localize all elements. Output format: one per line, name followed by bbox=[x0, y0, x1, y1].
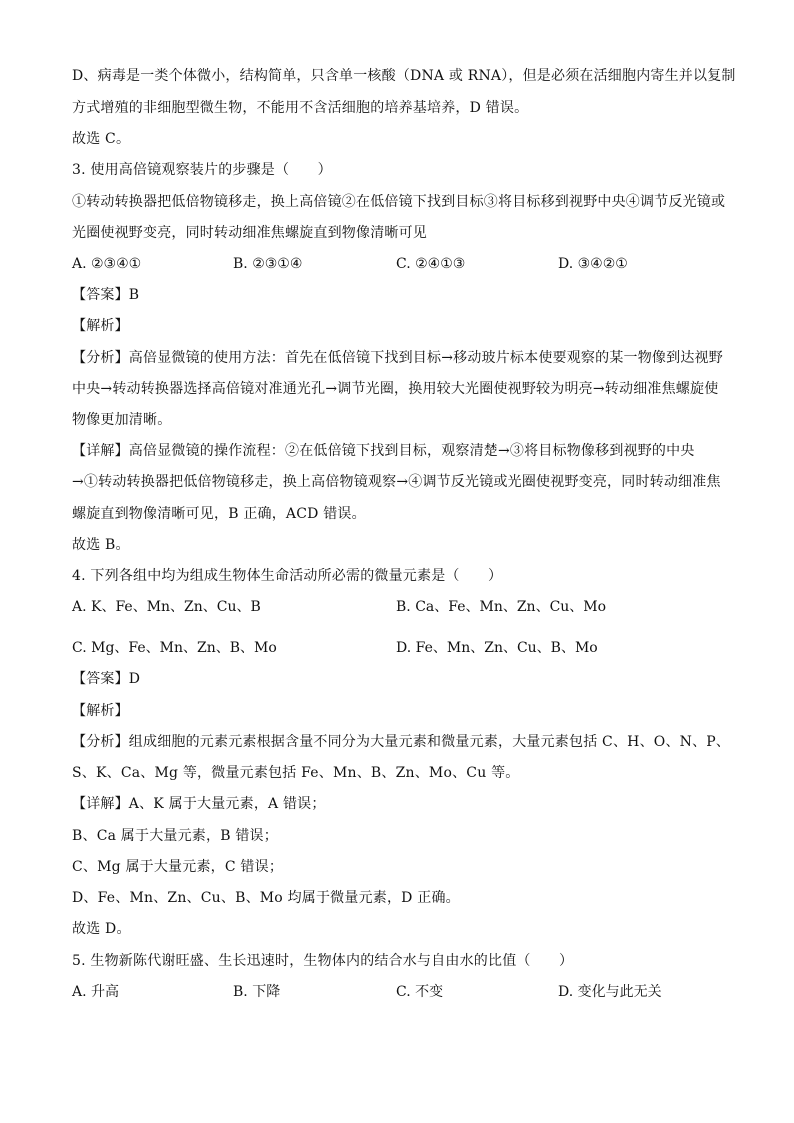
q3-option-a: A. ②③④① bbox=[72, 256, 142, 272]
q5-option-b: B. 下降 bbox=[233, 984, 281, 1000]
q3-option-b: B. ②③①④ bbox=[233, 256, 303, 272]
q3-steps-line2: 光圈使视野变亮，同时转动细准焦螺旋直到物像清晰可见 bbox=[72, 225, 427, 241]
q4-analysis-line1: 【分析】组成细胞的元素元素根据含量不同分为大量元素和微量元素，大量元素包括 C、H、O、N、P、 bbox=[72, 734, 731, 750]
q5-option-d: D. 变化与此无关 bbox=[558, 984, 662, 1000]
q3-stem: 3. 使用高倍镜观察装片的步骤是（ ） bbox=[72, 162, 332, 178]
q4-detail-line2: B、Ca 属于大量元素，B 错误； bbox=[72, 828, 278, 844]
q5-stem: 5. 生物新陈代谢旺盛、生长迅速时，生物体内的结合水与自由水的比值（ ） bbox=[72, 953, 574, 969]
q3-analysis-line1: 【分析】高倍显微镜的使用方法：首先在低倍镜下找到目标→移动玻片标本使要观察的某一物像到达视野 bbox=[72, 350, 723, 366]
q3-analysis-line2: 中央→转动转换器选择高倍镜对准通光孔→调节光圈，换用较大光圈使视野较为明亮→转动细准焦螺旋使 bbox=[72, 381, 719, 397]
q5-option-c: C. 不变 bbox=[396, 984, 444, 1000]
q3-detail-line1: 【详解】高倍显微镜的操作流程：②在低倍镜下找到目标，观察清楚→③将目标物像移到视野的中央 bbox=[72, 443, 695, 459]
q3-answer: 【答案】B bbox=[72, 287, 140, 303]
q3-analysis-heading: 【解析】 bbox=[72, 318, 129, 334]
q4-analysis-line2: S、K、Ca、Mg 等，微量元素包括 Fe、Mn、B、Zn、Mo、Cu 等。 bbox=[72, 765, 520, 781]
q4-detail-line4: D、Fe、Mn、Zn、Cu、B、Mo 均属于微量元素，D 正确。 bbox=[72, 890, 460, 906]
q4-answer: 【答案】D bbox=[72, 671, 141, 687]
q4-conclusion: 故选 D。 bbox=[72, 921, 131, 937]
q3-detail-line2: →①转动转换器把低倍物镜移走，换上高倍物镜观察→④调节反光镜或光圈使视野变亮，同时转动细准焦 bbox=[72, 474, 721, 490]
q3-option-d: D. ③④②① bbox=[558, 256, 628, 272]
q3-analysis-line3: 物像更加清晰。 bbox=[72, 412, 172, 428]
q4-option-d: D. Fe、Mn、Zn、Cu、B、Mo bbox=[396, 640, 598, 656]
q4-analysis-heading: 【解析】 bbox=[72, 703, 129, 719]
q2-conclusion: 故选 C。 bbox=[72, 131, 131, 147]
q4-detail-line3: C、Mg 属于大量元素，C 错误； bbox=[72, 859, 284, 875]
q3-option-c: C. ②④①③ bbox=[396, 256, 466, 272]
q2-option-d-explanation-line2: 方式增殖的非细胞型微生物，不能用不含活细胞的培养基培养，D 错误。 bbox=[72, 100, 529, 116]
q4-option-c: C. Mg、Fe、Mn、Zn、B、Mo bbox=[72, 640, 277, 656]
q3-detail-line3: 螺旋直到物像清晰可见，B 正确，ACD 错误。 bbox=[72, 506, 366, 522]
q5-option-a: A. 升高 bbox=[72, 984, 120, 1000]
q4-detail-line1: 【详解】A、K 属于大量元素，A 错误； bbox=[72, 796, 326, 812]
q3-conclusion: 故选 B。 bbox=[72, 537, 130, 553]
q3-steps-line1: ①转动转换器把低倍物镜移走，换上高倍镜②在低倍镜下找到目标③将目标移到视野中央④调节反光镜或 bbox=[72, 194, 726, 210]
q4-stem: 4. 下列各组中均为组成生物体生命活动所必需的微量元素是（ ） bbox=[72, 568, 503, 584]
q2-option-d-explanation-line1: D、病毒是一类个体微小，结构简单，只含单一核酸（DNA 或 RNA），但是必须在活细胞内寄生并以复制 bbox=[72, 68, 736, 84]
q4-option-b: B. Ca、Fe、Mn、Zn、Cu、Mo bbox=[396, 599, 607, 615]
q4-option-a: A. K、Fe、Mn、Zn、Cu、B bbox=[72, 599, 261, 615]
